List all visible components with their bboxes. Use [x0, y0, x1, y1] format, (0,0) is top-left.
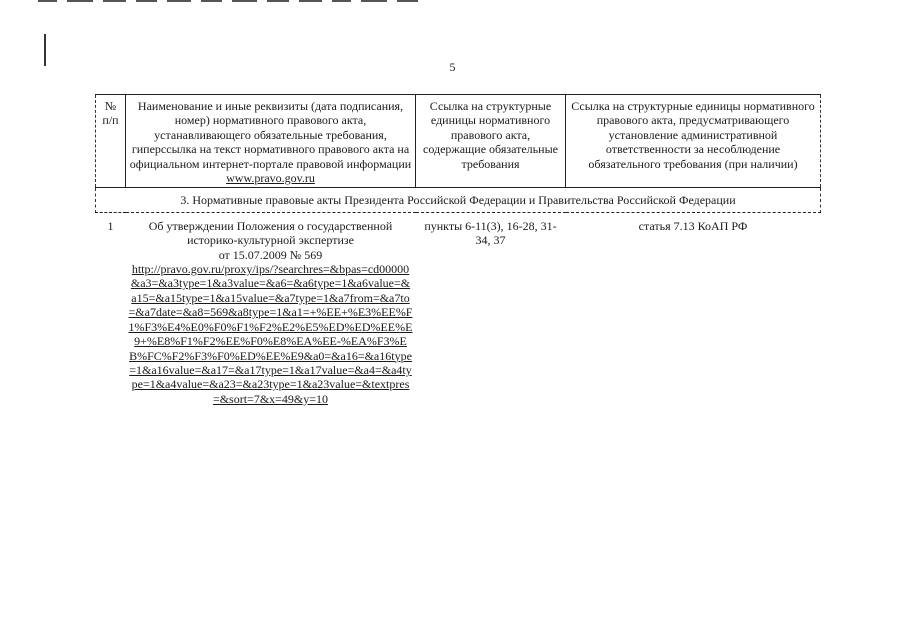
- section-title: 3. Нормативные правовые акты Президента Российской Федерации и Правительства Российской Федерации: [96, 188, 821, 212]
- row-act-title: Об утверждении Положения о государственной историко-культурной экспертизе: [148, 218, 393, 248]
- row-act-cell: [126, 212, 416, 408]
- table-header-row: [96, 95, 821, 188]
- header-requirement-units: Ссылка на структурные единицы нормативного правового акта, содержащие обязательные требования: [416, 95, 566, 188]
- row-liability: статья 7.13 КоАП РФ: [638, 218, 748, 233]
- header-liability-units: Ссылка на структурные единицы нормативного правового акта, предусматривающего установление административной ответственности за несоблюдение обязательного требования (при наличии): [566, 95, 821, 188]
- row-points: пункты 6-11(3), 16-28, 31-34, 37: [424, 218, 557, 248]
- header-act-name-text: Наименование и иные реквизиты (дата подписания, номер) нормативного правового акта, устанавливающего обязательные требования, гиперссылка на текст нормативного правового акта на официальном интернет-портале правовой информации: [129, 99, 412, 171]
- page-number: 5: [449, 60, 456, 74]
- scan-top-artifact: [38, 0, 418, 6]
- header-pravo-link[interactable]: www.pravo.gov.ru: [226, 171, 315, 186]
- section-row: [96, 188, 821, 212]
- row-act-date: от 15.07.2009 № 569: [218, 247, 323, 262]
- row-act-link[interactable]: http://pravo.gov.ru/proxy/ips/?searchres=&bpas=cd00000&a3=&a3type=1&a3value=&a6=&a6type=1&a6value=&a15=&a15type=1&a15value=&a7type=1&a7from=&a7to=&a7date=&a8=569&a8type=1&a1=+%EE+%E3%EE%F1%F3%E4%E0%F0%F1%F2%E2%E5%ED%ED%EE%E9+%E8%F1%F2%EE%F0%E8%EA%EE-%EA%F3%EB%FC%F2%F3%F0%ED%EE%E9&a0=&a16=&a16type=1&a16value=&a17=&a17type=1&a17value=&a4=&a4type=1&a4value=&a23=&a23type=1&a23value=&textpres=&sort=7&x=49&y=10: [128, 262, 413, 406]
- table-row: [96, 212, 821, 408]
- requirements-table: [95, 94, 821, 408]
- header-number: № п/п: [96, 95, 126, 188]
- header-act-name: [126, 95, 416, 188]
- row-number: 1: [107, 218, 114, 233]
